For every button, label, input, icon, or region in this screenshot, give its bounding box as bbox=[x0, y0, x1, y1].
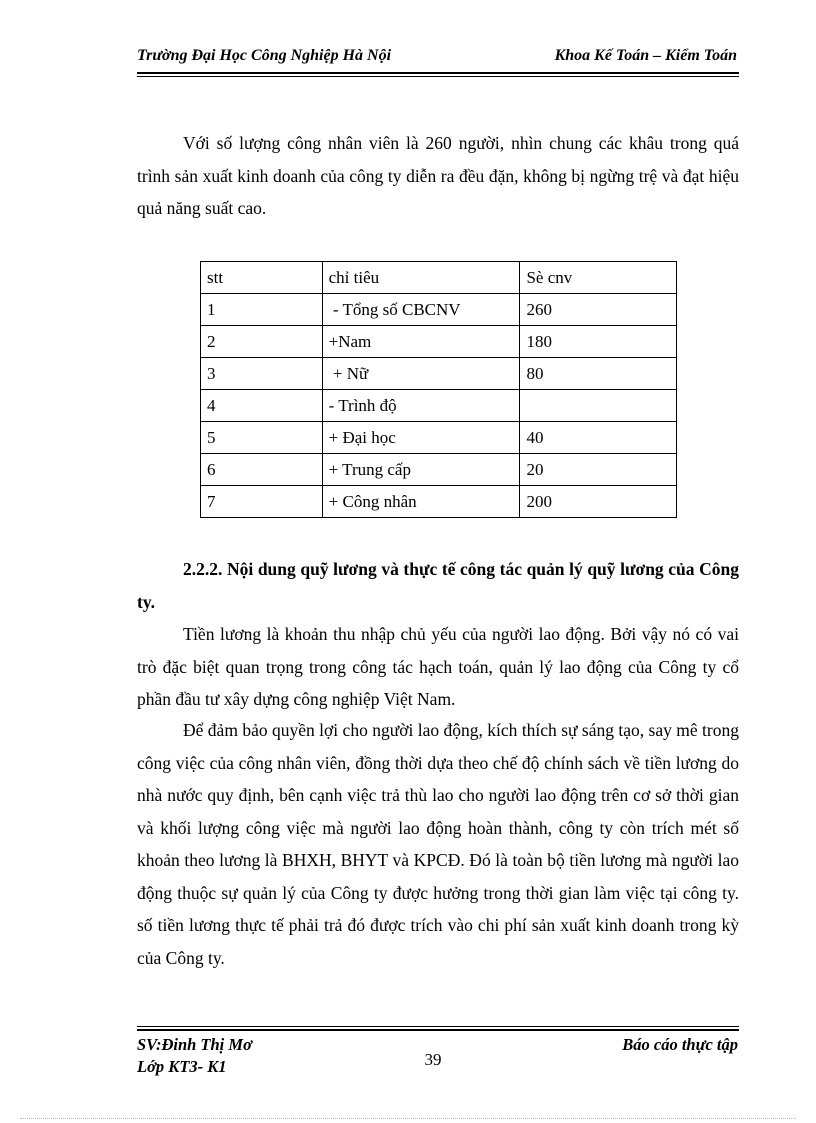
page-number: 39 bbox=[424, 1050, 442, 1069]
footer-rule-thin bbox=[137, 1026, 739, 1027]
cell-count: 200 bbox=[520, 486, 677, 518]
cell-indicator: - Tổng số CBCNV bbox=[322, 294, 520, 326]
header-cell-indicator: chỉ tiêu bbox=[322, 262, 520, 294]
cell-count: 180 bbox=[520, 326, 677, 358]
staff-table bbox=[200, 261, 677, 518]
header-rule-thin bbox=[137, 76, 739, 77]
table-row bbox=[201, 390, 677, 422]
footer-rule bbox=[137, 1029, 739, 1031]
cell-count: 40 bbox=[520, 422, 677, 454]
intro-paragraph: Với số lượng công nhân viên là 260 người, nhìn chung các khâu trong quá trình sản xuất kinh doanh của công ty diễn ra đều đặn, không bị ngừng trệ và đạt hiệu quả năng suất cao. bbox=[137, 133, 739, 218]
cell-count: 80 bbox=[520, 358, 677, 390]
table-row bbox=[201, 326, 677, 358]
cell-indicator: - Trình độ bbox=[322, 390, 520, 422]
footer-report-type: Báo cáo thực tập bbox=[622, 1035, 738, 1054]
cell-count bbox=[520, 390, 677, 422]
cell-count: 20 bbox=[520, 454, 677, 486]
footer-student-name: SV:Đinh Thị Mơ bbox=[137, 1035, 252, 1054]
cell-stt: 5 bbox=[201, 422, 323, 454]
cell-indicator: + Nữ bbox=[322, 358, 520, 390]
cell-stt: 1 bbox=[201, 294, 323, 326]
header-cell-count: Sè cnv bbox=[520, 262, 677, 294]
cell-stt: 4 bbox=[201, 390, 323, 422]
table-row bbox=[201, 294, 677, 326]
cell-count: 260 bbox=[520, 294, 677, 326]
header-school: Trường Đại Học Công Nghiệp Hà Nội bbox=[137, 47, 392, 64]
footer-student-info bbox=[137, 1034, 252, 1078]
body-paragraph: Tiền lương là khoản thu nhập chủ yếu của người lao động. Bởi vậy nó có vai trò đặc biệt quan trọng trong công tác hạch toán, quản lý lao động của Công ty cổ phần đầu tư xây dựng công nghiệp Việt Nam. bbox=[137, 624, 739, 709]
cell-stt: 7 bbox=[201, 486, 323, 518]
cell-stt: 3 bbox=[201, 358, 323, 390]
cell-indicator: +Nam bbox=[322, 326, 520, 358]
cell-indicator: + Công nhân bbox=[322, 486, 520, 518]
table-row bbox=[201, 454, 677, 486]
table-row bbox=[201, 358, 677, 390]
table-row bbox=[201, 422, 677, 454]
section-heading: 2.2.2. Nội dung quỹ lương và thực tế công tác quản lý quỹ lương của Công ty. bbox=[137, 559, 739, 612]
header-faculty: Khoa Kế Toán – Kiểm Toán bbox=[554, 47, 737, 64]
cell-indicator: + Trung cấp bbox=[322, 454, 520, 486]
header-rule bbox=[137, 72, 739, 74]
table-row bbox=[201, 486, 677, 518]
cell-stt: 2 bbox=[201, 326, 323, 358]
footer-class: Lớp KT3- K1 bbox=[137, 1057, 227, 1076]
page-header bbox=[137, 47, 737, 65]
body-paragraph: Để đảm bảo quyền lợi cho người lao động, kích thích sự sáng tạo, say mê trong công việc của công nhân viên, đồng thời dựa theo chế độ chính sách về tiền lương do nhà nước quy định, bên cạnh việc trả thù lao cho người lao động trên cơ sở thời gian và khối lượng công việc mà người lao động hoàn thành, công ty còn trích mét số khoản theo lương là BHXH, BHYT và KPCĐ. Đó là toàn bộ tiền lương mà người lao động thuộc sự quản lý của Công ty được hưởng trong thời gian làm việc tại công ty. số tiền lương thực tế phải trả đó được trích vào chi phí sản xuất kinh doanh trong kỳ của Công ty. bbox=[137, 720, 739, 968]
table-header-row bbox=[201, 262, 677, 294]
page-edge-divider bbox=[20, 1118, 796, 1119]
cell-indicator: + Đại học bbox=[322, 422, 520, 454]
header-cell-stt: stt bbox=[201, 262, 323, 294]
cell-stt: 6 bbox=[201, 454, 323, 486]
